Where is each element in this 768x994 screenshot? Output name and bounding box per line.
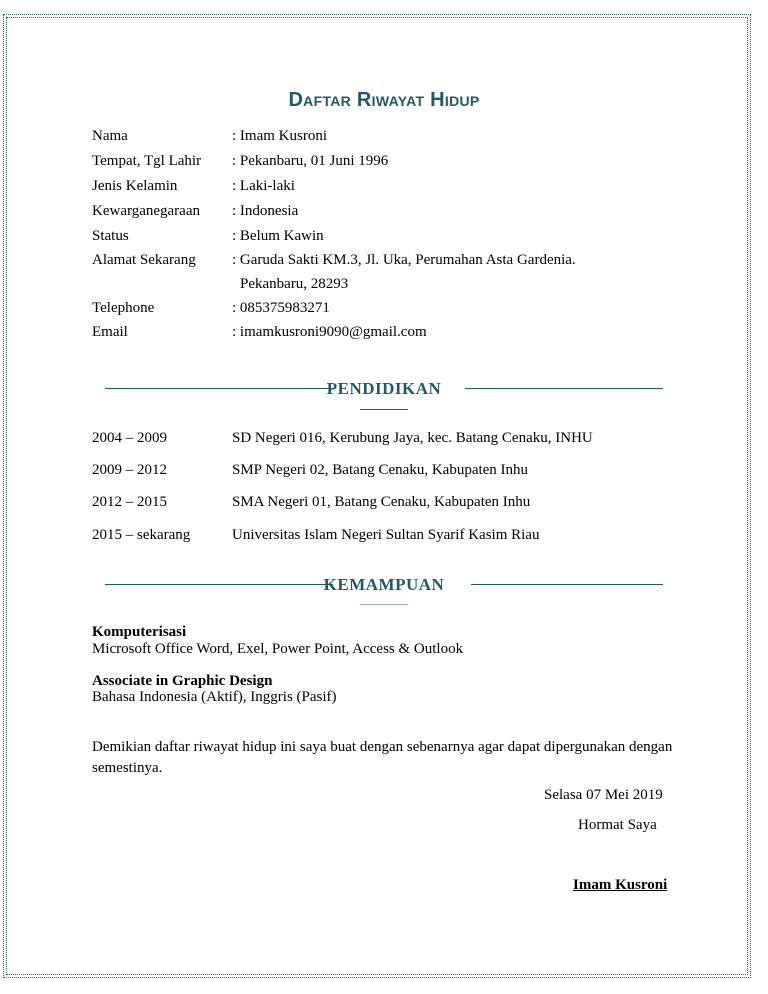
section-title: PENDIDIKAN xyxy=(326,379,442,398)
info-value: : Belum Kawin xyxy=(232,228,324,244)
header-underline xyxy=(360,409,408,410)
education-years: 2004 – 2009 xyxy=(92,430,167,446)
header-rule-right xyxy=(465,388,663,389)
info-label: Alamat Sekarang xyxy=(92,252,196,268)
info-value: : imamkusroni9090@gmail.com xyxy=(232,324,427,340)
info-value: : 085375983271 xyxy=(232,300,330,316)
skill-title: Associate in Graphic Design xyxy=(92,673,273,689)
date-line: Selasa 07 Mei 2019 xyxy=(544,787,663,803)
section-header-kemampuan xyxy=(105,575,663,595)
skill-description: Microsoft Office Word, Exel, Power Point, Access & Outlook xyxy=(92,641,464,657)
info-label: Kewarganegaraan xyxy=(92,203,200,219)
header-rule-right xyxy=(471,584,663,585)
education-years: 2015 – sekarang xyxy=(92,527,191,543)
info-label: Telephone xyxy=(92,300,155,316)
info-value-cont: Pekanbaru, 28293 xyxy=(240,276,349,292)
education-school: SD Negeri 016, Kerubung Jaya, kec. Batang Cenaku, INHU xyxy=(232,430,593,446)
education-years: 2009 – 2012 xyxy=(92,462,167,478)
closing-statement: Demikian daftar riwayat hidup ini saya buat dengan sebenarnya agar dapat dipergunakan dengan semestinya. xyxy=(92,739,673,776)
info-label: Email xyxy=(92,324,128,340)
info-label: Jenis Kelamin xyxy=(92,178,178,194)
skill-title: Komputerisasi xyxy=(92,624,187,640)
education-school: SMP Negeri 02, Batang Cenaku, Kabupaten Inhu xyxy=(232,462,529,478)
education-years: 2012 – 2015 xyxy=(92,494,167,510)
header-underline xyxy=(360,604,408,605)
education-school: Universitas Islam Negeri Sultan Syarif Kasim Riau xyxy=(232,527,540,543)
skill-description: Bahasa Indonesia (Aktif), Inggris (Pasif) xyxy=(92,689,337,705)
info-value: : Garuda Sakti KM.3, Jl. Uka, Perumahan Asta Gardenia. xyxy=(232,252,576,268)
section-title: KEMAMPUAN xyxy=(323,575,445,594)
info-value: : Indonesia xyxy=(232,203,299,219)
info-value: : Pekanbaru, 01 Juni 1996 xyxy=(232,153,389,169)
info-value: : Imam Kusroni xyxy=(232,128,327,144)
info-label: Tempat, Tgl Lahir xyxy=(92,153,202,169)
regards-line: Hormat Saya xyxy=(578,817,657,833)
info-value: : Laki-laki xyxy=(232,178,295,194)
section-header-pendidikan xyxy=(105,379,663,399)
signature-name: Imam Kusroni xyxy=(573,877,668,893)
page-title: Daftar Riwayat Hidup xyxy=(288,89,480,111)
education-school: SMA Negeri 01, Batang Cenaku, Kabupaten Inhu xyxy=(232,494,531,510)
info-label: Status xyxy=(92,228,129,244)
info-label: Nama xyxy=(92,128,128,144)
